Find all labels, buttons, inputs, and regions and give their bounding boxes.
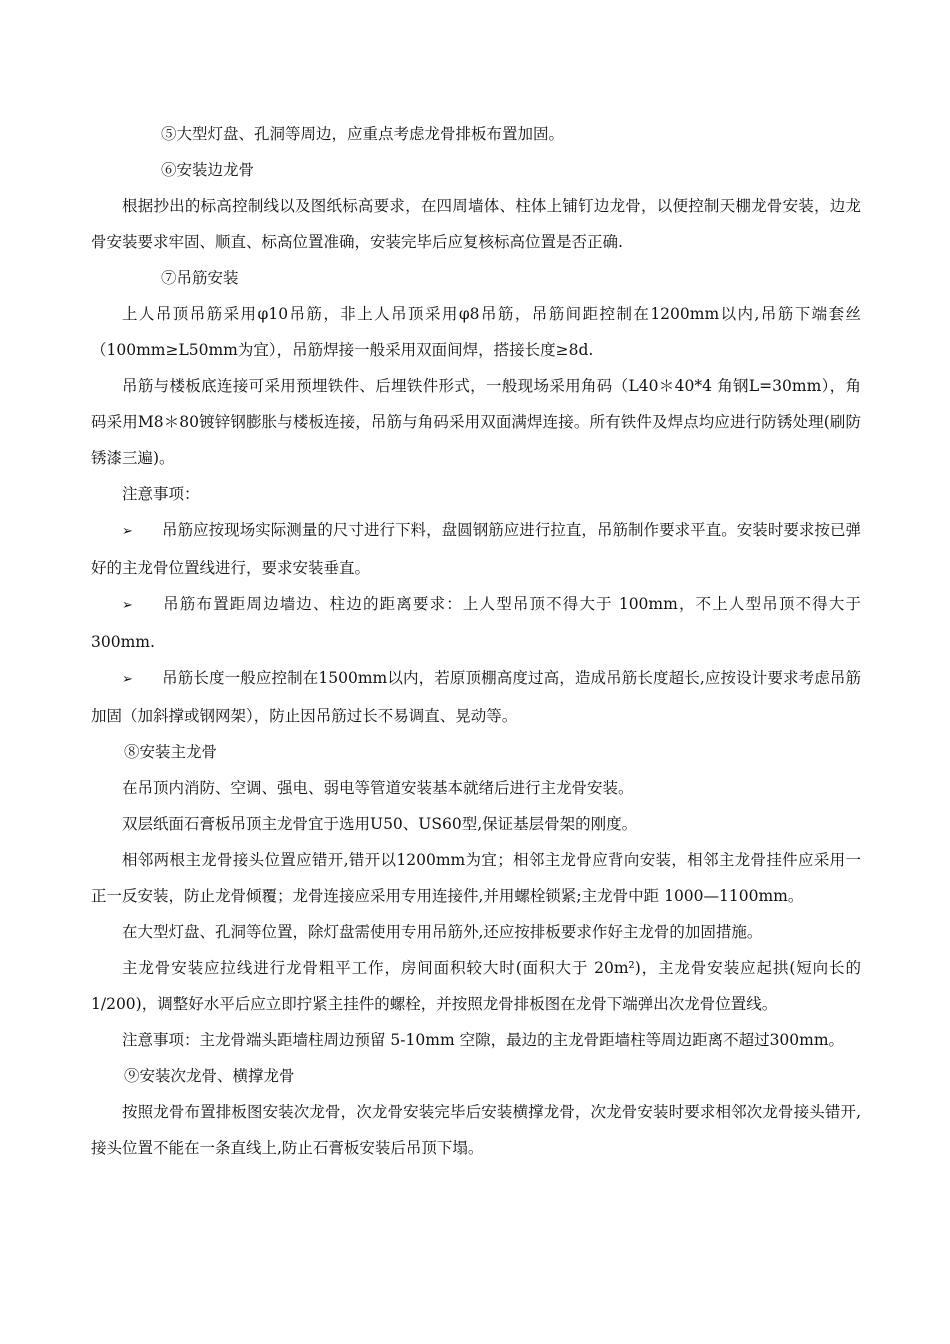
notes-label: 注意事项： — [122, 485, 200, 503]
heading-install-edge-keel: ⑥安装边龙骨 — [161, 161, 255, 179]
paragraph-hanger-connection: 吊筋与楼板底连接可采用预埋铁件、后埋铁件形式，一般现场采用角码（L40＊40*4 角钢L=30mm），角码采用M8＊80镀锌钢膨胀与楼板连接，吊筋与角码采用双面满焊连接。所有铁件及焊点均应进行防锈处理(刷防锈漆三遍)。 — [91, 377, 861, 467]
bullet-text: 吊筋布置距周边墙边、柱边的距离要求：上人型吊顶不得大于 100mm，不上人型吊顶不得大于300mm. — [91, 595, 861, 651]
paragraph-main-keel-reinforce: 在大型灯盘、孔洞等位置，除灯盘需使用专用吊筋外,还应按排板要求作好主龙骨的加固措施。 — [122, 923, 763, 941]
arrowhead-bullet-icon: ➢ — [122, 598, 133, 613]
paragraph-main-keel-notes: 注意事项：主龙骨端头距墙柱周边预留 5-10mm 空隙，最边的主龙骨距墙柱等周边距离不超过300mm。 — [122, 1031, 845, 1049]
heading-hanger-install: ⑦吊筋安装 — [161, 269, 239, 287]
document-page — [91, 116, 861, 1166]
paragraph-main-keel-type: 双层纸面石膏板吊顶主龙骨宜于选用U50、US60型,保证基层骨架的刚度。 — [122, 815, 638, 833]
bullet-text: 吊筋应按现场实际测量的尺寸进行下料，盘圆钢筋应进行拉直，吊筋制作要求平直。安装时要求按已弹好的主龙骨位置线进行，要求安装垂直。 — [91, 521, 861, 577]
bullet-item — [91, 586, 861, 660]
heading-install-secondary-keel: ⑨安装次龙骨、横撑龙骨 — [124, 1067, 295, 1085]
paragraph-secondary-keel: 按照龙骨布置排板图安装次龙骨，次龙骨安装完毕后安装横撑龙骨，次龙骨安装时要求相邻次龙骨接头错开,接头位置不能在一条直线上,防止石膏板安装后吊顶下塌。 — [91, 1103, 861, 1157]
bullet-item — [91, 660, 861, 734]
bullet-text: 吊筋长度一般应控制在1500mm以内，若原顶棚高度过高，造成吊筋长度超长,应按设计要求考虑吊筋加固（加斜撑或钢网架），防止因吊筋过长不易调直、晃动等。 — [91, 669, 861, 725]
paragraph-edge-keel: 根据抄出的标高控制线以及图纸标高要求，在四周墙体、柱体上铺钉边龙骨，以便控制天棚龙骨安装，边龙骨安装要求牢固、顺直、标高位置准确，安装完毕后应复核标高位置是否正确. — [91, 197, 861, 251]
item-5-large-fixtures: ⑤大型灯盘、孔洞等周边，应重点考虑龙骨排板布置加固。 — [161, 125, 565, 143]
bullet-item — [91, 512, 861, 586]
paragraph-hanger-spec: 上人吊顶吊筋采用φ10吊筋，非上人吊顶采用φ8吊筋，吊筋间距控制在1200mm以内,吊筋下端套丝（100mm≥L50mm为宜），吊筋焊接一般采用双面间焊，搭接长度≥8d. — [91, 305, 861, 359]
paragraph-main-keel-joints: 相邻两根主龙骨接头位置应错开,错开以1200mm为宜；相邻主龙骨应背向安装，相邻主龙骨挂件应采用一正一反安装，防止龙骨倾覆；龙骨连接应采用专用连接件,并用螺栓锁紧;主龙骨中距 1000—1100mm。 — [91, 851, 861, 905]
arrowhead-bullet-icon: ➢ — [122, 672, 133, 687]
heading-install-main-keel: ⑧安装主龙骨 — [124, 743, 218, 761]
arrowhead-bullet-icon: ➢ — [122, 524, 133, 539]
paragraph-main-keel-timing: 在吊顶内消防、空调、强电、弱电等管道安装基本就绪后进行主龙骨安装。 — [122, 779, 634, 797]
paragraph-main-keel-leveling: 主龙骨安装应拉线进行龙骨粗平工作，房间面积较大时(面积大于 20m²)，主龙骨安装应起拱(短向长的1/200)，调整好水平后应立即拧紧主挂件的螺栓，并按照龙骨排板图在龙骨下端弹出次龙骨位置线。 — [91, 959, 861, 1013]
